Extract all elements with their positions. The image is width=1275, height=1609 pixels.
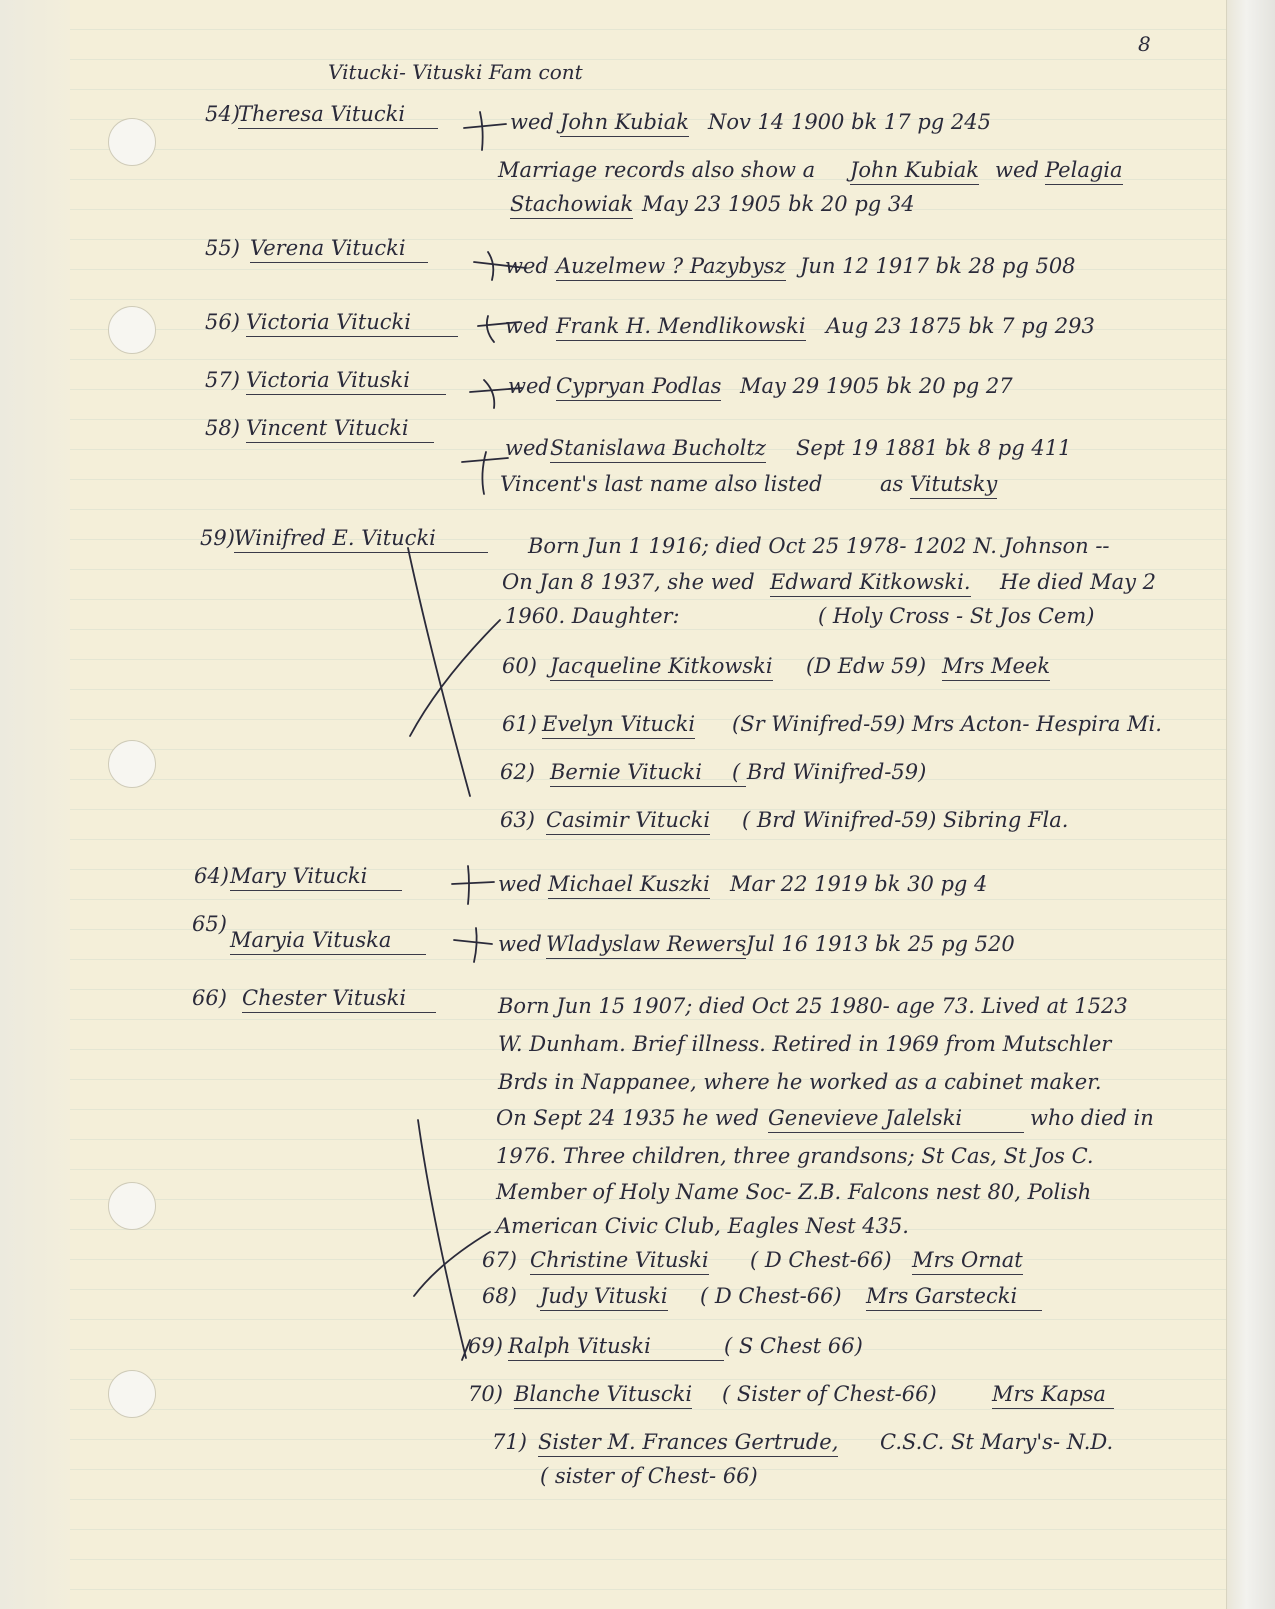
entry-71-relation: ( sister of Chest- 66) [540, 1464, 758, 1488]
entry-62-number: 62) [500, 760, 535, 784]
entry-68-number: 68) [482, 1284, 517, 1308]
entry-66-line4-rest: who died in [1030, 1106, 1154, 1130]
entry-55-record: Jun 12 1917 bk 28 pg 508 [800, 254, 1076, 278]
entry-60-name: Jacqueline Kitkowski [550, 656, 773, 681]
entry-59-line2-rest: He died May 2 [1000, 570, 1157, 594]
entry-64-wed: wed [498, 872, 542, 896]
entry-58-note: Vincent's last name also listed [500, 472, 823, 496]
entry-66-line6: Member of Holy Name Soc- Z.B. Falcons nest 80, Polish [496, 1180, 1092, 1204]
entry-54-wed: wed [510, 110, 554, 134]
entry-59-name: Winifred E. Vitucki [234, 528, 488, 553]
entry-56-spouse: Frank H. Mendlikowski [556, 316, 806, 341]
entry-70-name: Blanche Vituscki [514, 1384, 692, 1409]
entry-65-record: Jul 16 1913 bk 25 pg 520 [746, 932, 1015, 956]
entry-69-name: Ralph Vituski [508, 1336, 724, 1361]
cross-mark-54 [464, 124, 506, 128]
entry-55-number: 55) [205, 236, 240, 260]
entry-57-wed: wed [508, 374, 552, 398]
entry-66-number: 66) [192, 986, 227, 1010]
entry-55-spouse: Auzelmew ? Pazybysz [556, 256, 786, 281]
entry-58-name: Vincent Vitucki [246, 418, 434, 443]
cross-mark-55 [474, 262, 526, 268]
entry-58-note-as: as [880, 472, 904, 496]
entry-57-name: Victoria Vituski [246, 370, 446, 395]
entry-65-number: 65) [192, 912, 227, 936]
entry-71-order: C.S.C. St Mary's- N.D. [880, 1430, 1114, 1454]
entry-59-cemetery: ( Holy Cross - St Jos Cem) [818, 604, 1095, 628]
entry-66-line4: On Sept 24 1935 he wed [496, 1106, 759, 1130]
entry-55-wed: wed [505, 254, 549, 278]
entry-59-number: 59) [200, 526, 235, 550]
entry-58-record: Sept 19 1881 bk 8 pg 411 [796, 436, 1072, 460]
entry-68-married-name: Mrs Garstecki [866, 1286, 1042, 1311]
page-number: 8 [1138, 32, 1151, 56]
entry-67-name: Christine Vituski [530, 1250, 709, 1275]
entry-54-spouse: John Kubiak [560, 112, 689, 137]
entry-60-relation: (D Edw 59) [806, 654, 927, 678]
entry-66-line5: 1976. Three children, three grandsons; St Cas, St Jos C. [496, 1144, 1094, 1168]
entry-64-spouse: Michael Kuszki [548, 874, 710, 899]
entry-66-line7: American Civic Club, Eagles Nest 435. [496, 1214, 909, 1238]
entry-67-relation: ( D Chest-66) [750, 1248, 892, 1272]
entry-57-record: May 29 1905 bk 20 pg 27 [740, 374, 1013, 398]
cross-mark-56 [478, 322, 520, 326]
entry-65-spouse: Wladyslaw Rewers [546, 934, 746, 959]
entry-65-name: Maryia Vituska [230, 930, 426, 955]
entry-62-name: Bernie Vitucki [550, 762, 746, 787]
entry-59-line2: On Jan 8 1937, she wed [502, 570, 755, 594]
entry-63-name: Casimir Vitucki [546, 810, 710, 835]
entry-54-name: Theresa Vitucki [238, 104, 438, 129]
entry-67-married-name: Mrs Ornat [912, 1250, 1023, 1275]
cross-mark-65 [454, 940, 492, 944]
entry-59-line3: 1960. Daughter: [505, 604, 680, 628]
entry-56-wed: wed [505, 314, 549, 338]
entry-58-note-name: Vitutsky [910, 474, 997, 499]
entry-70-relation: ( Sister of Chest-66) [722, 1382, 937, 1406]
entry-68-name: Judy Vituski [540, 1286, 668, 1311]
entry-66-name: Chester Vituski [242, 988, 436, 1013]
cross-mark-57 [470, 388, 522, 392]
entry-61-name: Evelyn Vitucki [542, 714, 695, 739]
entry-56-name: Victoria Vitucki [246, 312, 458, 337]
entry-63-relation: ( Brd Winifred-59) Sibring Fla. [742, 808, 1069, 832]
entry-71-number: 71) [492, 1430, 527, 1454]
entry-70-number: 70) [468, 1382, 503, 1406]
entry-71-name: Sister M. Frances Gertrude, [538, 1432, 838, 1457]
entry-54-note-name2: Pelagia [1045, 160, 1123, 185]
entry-68-relation: ( D Chest-66) [700, 1284, 842, 1308]
entry-62-relation: ( Brd Winifred-59) [732, 760, 927, 784]
entry-69-number: 69) [468, 1334, 503, 1358]
entry-58-spouse: Stanislawa Bucholtz [550, 438, 766, 463]
entry-59-line1: Born Jun 1 1916; died Oct 25 1978- 1202 N. Johnson -- [528, 534, 1110, 558]
bracket-stroke-66 [418, 1120, 466, 1358]
entry-63-number: 63) [500, 808, 535, 832]
bracket-stroke-59 [408, 548, 470, 796]
entry-56-record: Aug 23 1875 bk 7 pg 293 [826, 314, 1095, 338]
entry-54-note-name: John Kubiak [850, 160, 979, 185]
entry-58-number: 58) [205, 416, 240, 440]
entry-54-note-record: May 23 1905 bk 20 pg 34 [642, 192, 915, 216]
entry-56-number: 56) [205, 310, 240, 334]
entry-58-wed: wed [505, 436, 549, 460]
entry-66-spouse: Genevieve Jalelski [768, 1108, 1024, 1133]
entry-67-number: 67) [482, 1248, 517, 1272]
cross-mark-64 [452, 882, 494, 884]
entry-66-line3: Brds in Nappanee, where he worked as a cabinet maker. [498, 1070, 1102, 1094]
entry-60-number: 60) [502, 654, 537, 678]
entry-66-line2: W. Dunham. Brief illness. Retired in 1969 from Mutschler [498, 1032, 1112, 1056]
entry-55-name: Verena Vitucki [250, 238, 428, 263]
entry-64-number: 64) [194, 864, 229, 888]
entry-57-spouse: Cypryan Podlas [556, 376, 721, 401]
entry-61-number: 61) [502, 712, 537, 736]
entry-64-record: Mar 22 1919 bk 30 pg 4 [730, 872, 988, 896]
entry-54-note: Marriage records also show a [498, 158, 816, 182]
entry-57-number: 57) [205, 368, 240, 392]
entry-54-number: 54) [205, 102, 240, 126]
entry-54-record: Nov 14 1900 bk 17 pg 245 [708, 110, 991, 134]
page-header: Vitucki- Vituski Fam cont [328, 60, 583, 84]
entry-54-note-wed: wed [995, 158, 1039, 182]
entry-64-name: Mary Vitucki [230, 866, 402, 891]
entry-70-married-name: Mrs Kapsa [992, 1384, 1114, 1409]
entry-59-spouse: Edward Kitkowski. [770, 572, 971, 597]
entry-66-line1: Born Jun 15 1907; died Oct 25 1980- age 73. Lived at 1523 [498, 994, 1128, 1018]
entry-54-note-surname: Stachowiak [510, 194, 633, 219]
entry-60-married-name: Mrs Meek [942, 656, 1050, 681]
entry-61-relation: (Sr Winifred-59) Mrs Acton- Hespira Mi. [732, 712, 1162, 736]
entry-65-wed: wed [498, 932, 542, 956]
entry-69-relation: ( S Chest 66) [724, 1334, 863, 1358]
